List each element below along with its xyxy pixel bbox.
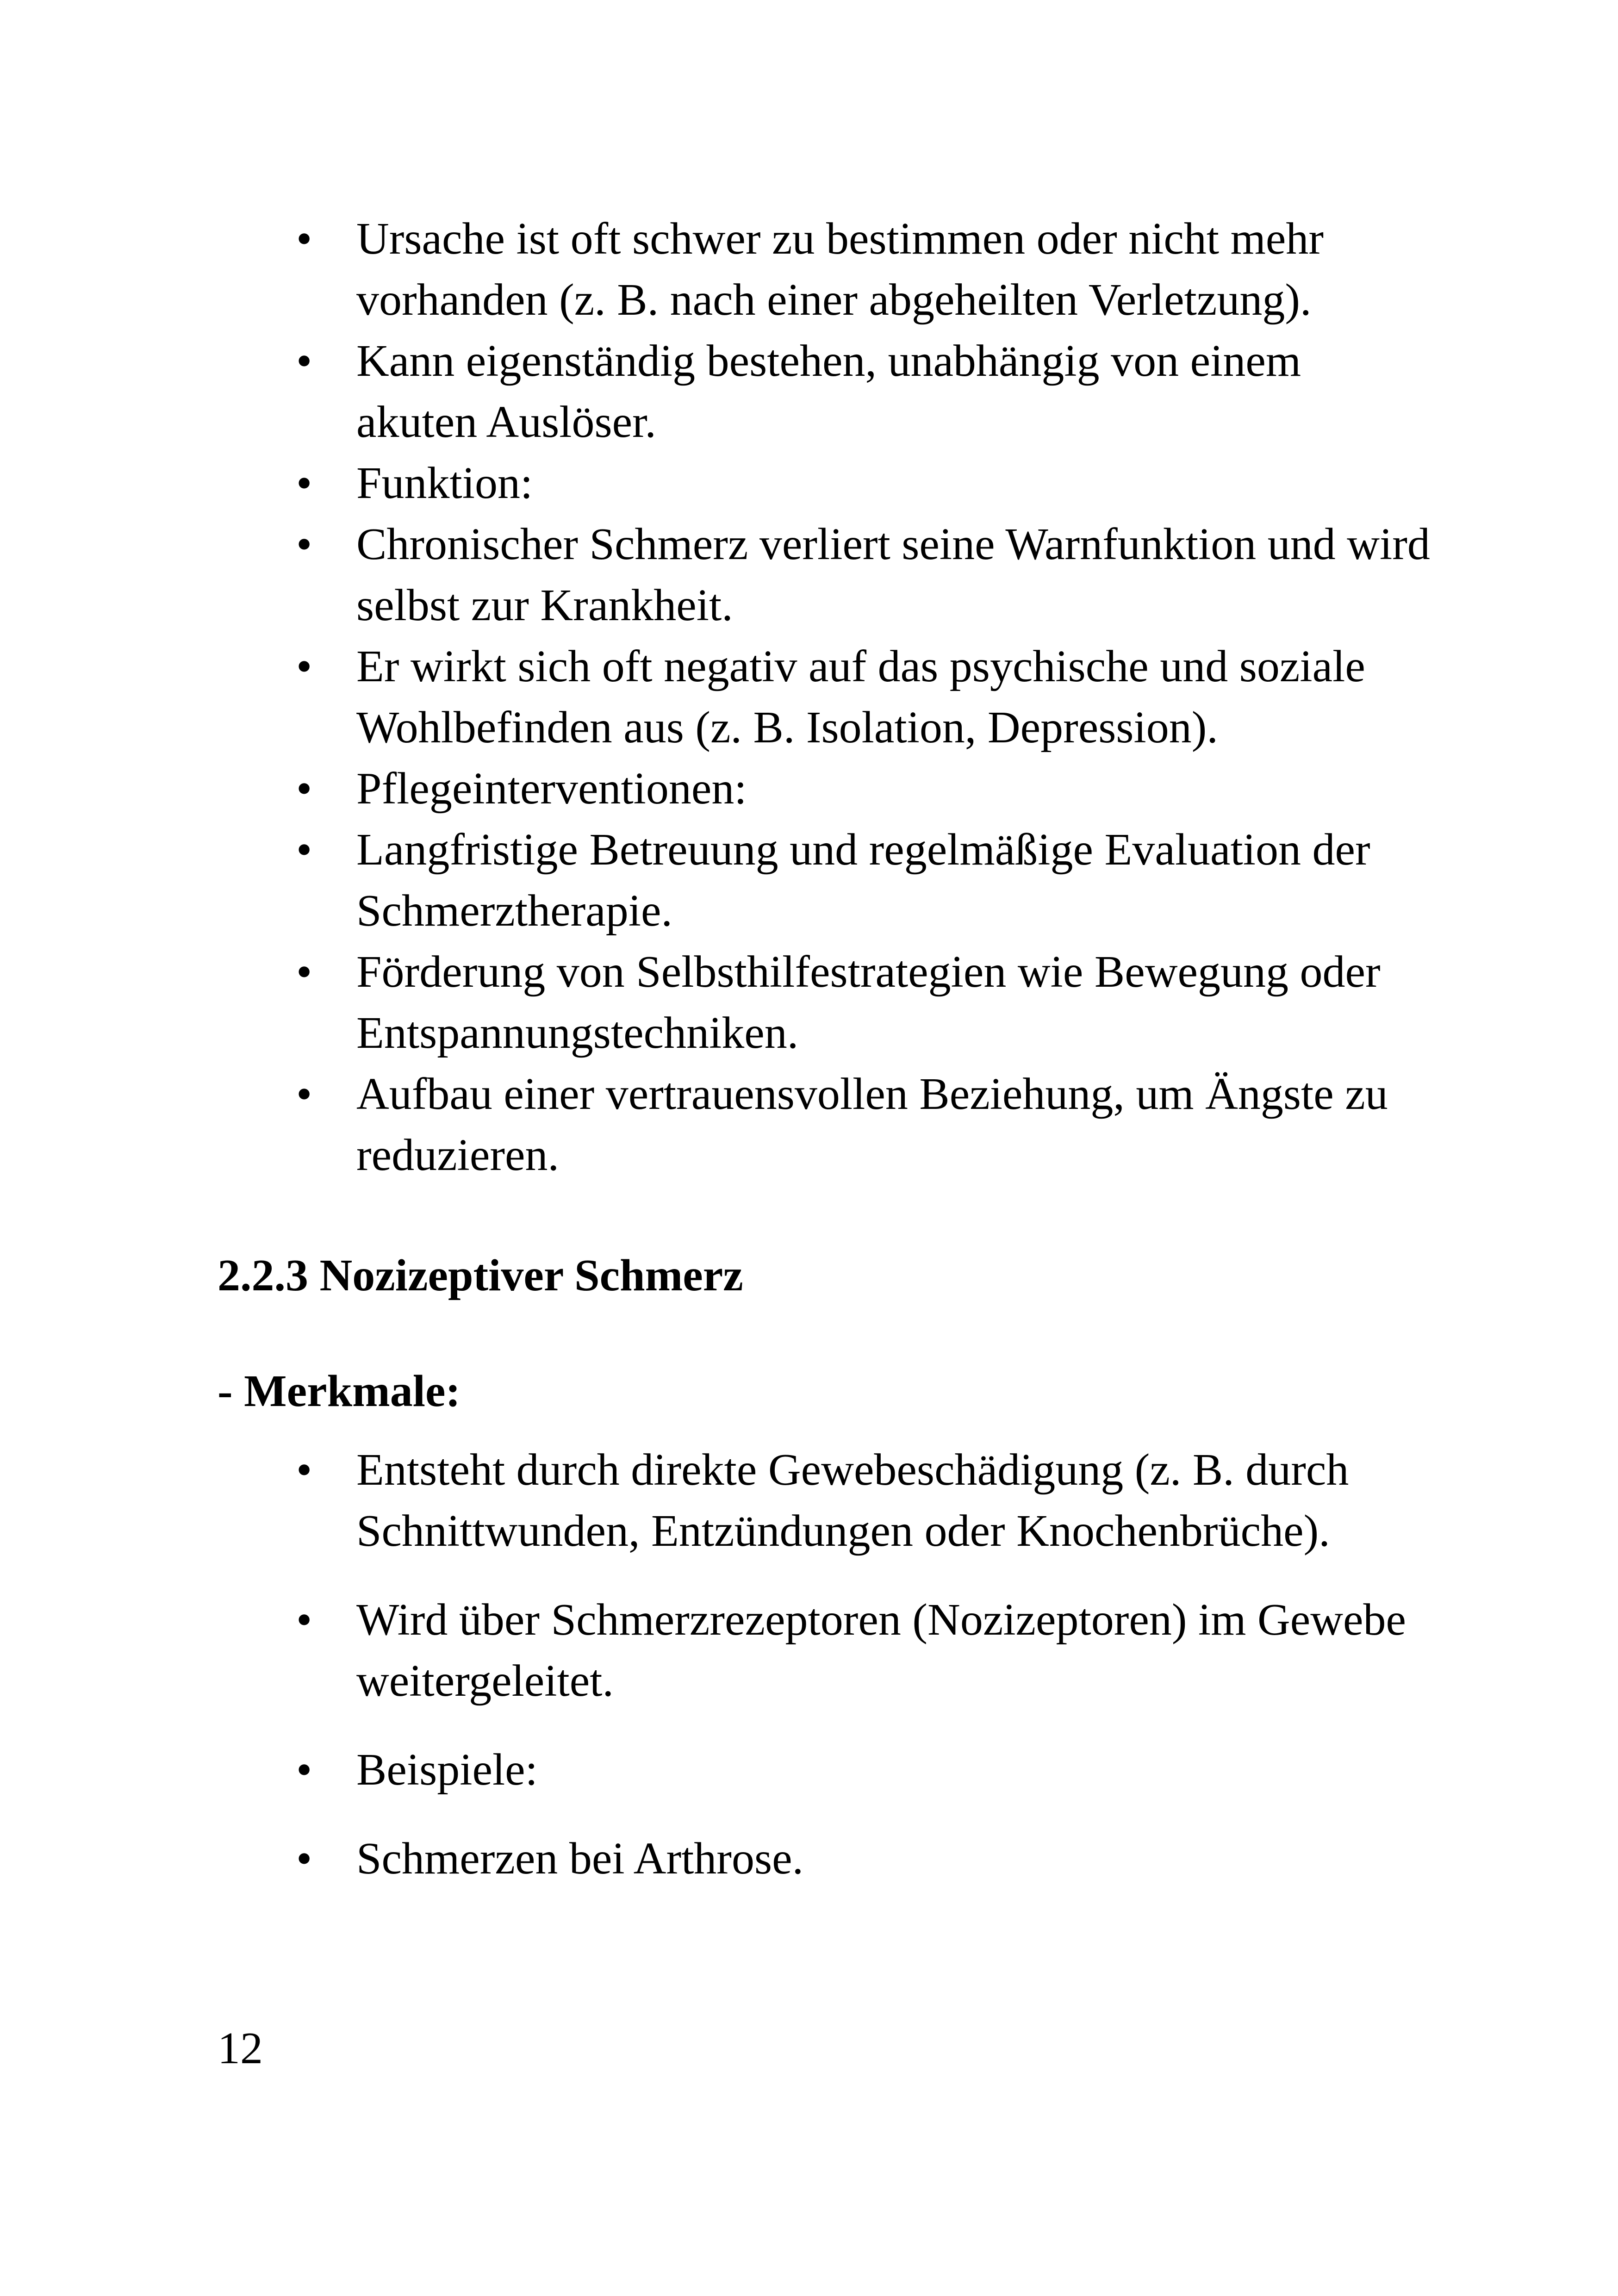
bullet-icon: •	[296, 1595, 312, 1645]
bullet-list-bottom	[218, 1439, 1430, 1917]
list-item-text: Schmerzen bei Arthrose.	[356, 1834, 804, 1884]
list-item-text: Ursache ist oft schwer zu bestimmen oder nicht mehr vorhanden (z. B. nach einer abgeheilten Verletzung).	[356, 214, 1324, 325]
list-item	[218, 636, 1430, 758]
list-item-text: Langfristige Betreuung und regelmäßige Evaluation der Schmerztherapie.	[356, 825, 1370, 936]
list-item	[218, 1439, 1430, 1562]
list-item	[218, 1739, 1430, 1800]
list-item-text: Wird über Schmerzrezeptoren (Nozizeptoren) im Gewebe weitergeleitet.	[356, 1595, 1406, 1706]
bullet-icon: •	[296, 214, 312, 264]
list-item-text: Förderung von Selbsthilfestrategien wie Bewegung oder Entspannungstechniken.	[356, 947, 1381, 1058]
sub-heading: - Merkmale:	[218, 1366, 461, 1416]
bullet-icon: •	[296, 764, 312, 814]
bullet-icon: •	[296, 1745, 312, 1795]
list-item-text: Entsteht durch direkte Gewebeschädigung (z. B. durch Schnittwunden, Entzündungen oder Knochenbrüche).	[356, 1445, 1349, 1556]
page-number: 12	[218, 2023, 263, 2073]
list-item	[218, 941, 1430, 1064]
list-item	[218, 1589, 1430, 1711]
list-item	[218, 758, 1430, 819]
bullet-list-top	[218, 208, 1430, 1186]
list-item	[218, 453, 1430, 514]
list-item-text: Er wirkt sich oft negativ auf das psychische und soziale Wohlbefinden aus (z. B. Isolation, Depression).	[356, 641, 1365, 753]
bullet-icon: •	[296, 947, 312, 997]
bullet-icon: •	[296, 458, 312, 508]
list-item-text: Aufbau einer vertrauensvollen Beziehung, um Ängste zu reduzieren.	[356, 1069, 1388, 1180]
list-item	[218, 1064, 1430, 1186]
bullet-icon: •	[296, 825, 312, 875]
list-item-text: Funktion:	[356, 458, 533, 508]
list-item	[218, 1828, 1430, 1889]
list-item-text: Kann eigenständig bestehen, unabhängig von einem akuten Auslöser.	[356, 336, 1301, 447]
list-item	[218, 819, 1430, 941]
bullet-icon: •	[296, 641, 312, 691]
list-item	[218, 330, 1430, 453]
list-item	[218, 514, 1430, 636]
bullet-icon: •	[296, 1445, 312, 1495]
bullet-icon: •	[296, 1834, 312, 1884]
list-item-text: Beispiele:	[356, 1745, 538, 1795]
bullet-icon: •	[296, 336, 312, 386]
section-heading: 2.2.3 Nozizeptiver Schmerz	[218, 1251, 743, 1300]
list-item-text: Pflegeinterventionen:	[356, 764, 747, 814]
list-item-text: Chronischer Schmerz verliert seine Warnfunktion und wird selbst zur Krankheit.	[356, 519, 1430, 630]
list-item	[218, 208, 1430, 330]
bullet-icon: •	[296, 1069, 312, 1119]
bullet-icon: •	[296, 519, 312, 569]
